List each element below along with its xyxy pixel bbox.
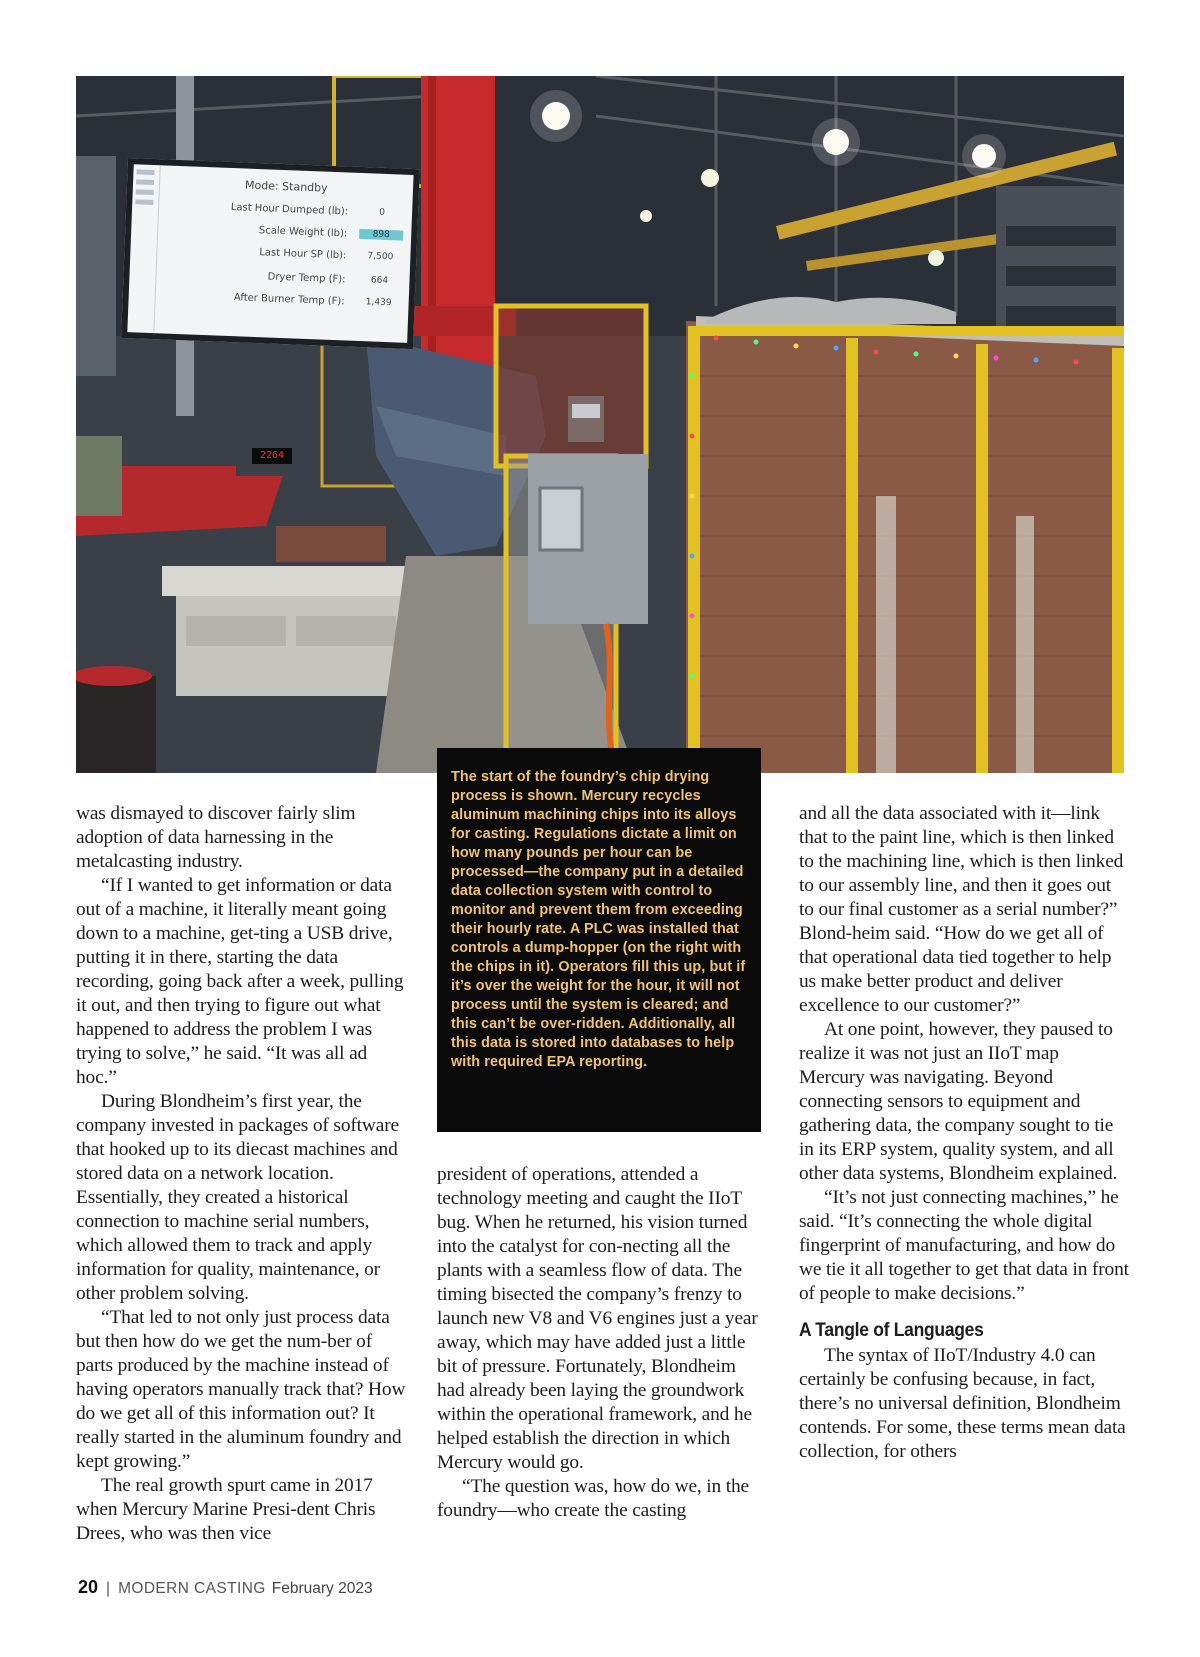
paragraph: The syntax of IIoT/Industry 4.0 can certainly be confusing because, in fact, there’s no universal definition, Blondheim contends. For some, these terms mean data collection, for others (799, 1345, 1126, 1462)
monitor-row-label: Last Hour Dumped (lb): (230, 201, 349, 218)
monitor-row (172, 222, 412, 241)
monitor-row-label: Dryer Temp (F): (267, 271, 346, 286)
footer-separator: | (106, 1580, 111, 1597)
issue-date: February 2023 (271, 1580, 373, 1597)
monitor-row-value: 664 (370, 275, 389, 287)
feature-photo (76, 76, 1124, 773)
paragraph: was dismayed to discover fairly slim adoption of data harnessing in the metalcasting industry. (76, 803, 356, 872)
monitor-row-label: Last Hour SP (lb): (259, 247, 347, 262)
monitor-mode: Mode: Standby (244, 178, 328, 195)
monitor-row-label: After Burner Temp (F): (233, 292, 345, 308)
monitor-sidebar (127, 164, 160, 333)
paragraph: “It’s not just connecting machines,” he said. “It’s connecting the whole digital fingerprint of manufacturing, and how do we tie it all together to get that data in front of people to make decisions.” (799, 1187, 1129, 1304)
monitor-row (172, 200, 412, 218)
paragraph: The real growth spurt came in 2017 when Mercury Marine Presi-dent Chris Drees, who was then vice (76, 1475, 376, 1544)
magazine-name: MODERN CASTING (118, 1580, 266, 1597)
monitor-row-value: 898 (359, 229, 403, 241)
page-number: 20 (78, 1577, 99, 1597)
monitor-row-value: 1,439 (365, 297, 392, 309)
monitor-row (169, 290, 409, 309)
paragraph: “That led to not only just process data but then how do we get the num-ber of parts produced by the machine instead of having operators manually track that? How do we get all of this information out? It really started in the aluminum foundry and kept growing.” (76, 1307, 406, 1472)
monitor-row-value: 0 (379, 207, 386, 218)
paragraph: “The question was, how do we, in the foundry—who create the casting (437, 1476, 750, 1521)
monitor-row (171, 244, 411, 263)
paragraph: During Blondheim’s first year, the company invested in packages of software that hooked up to its diecast machines and stored data on a network location. Essentially, they created a historical connection to machine serial numbers, which allowed them to track and apply information for quality, maintenance, or other problem solving. (76, 1091, 399, 1304)
monitor-row (170, 268, 410, 287)
scale-readout: 2264 (252, 448, 292, 464)
paragraph: “If I wanted to get information or data out of a machine, it literally meant going down to a machine, get-ting a USB drive, putting it in there, starting the data recording, going back after a week, pulling it out, and then trying to figure out what happened to address the problem I was trying to solve,” he said. “It was all ad hoc.” (76, 875, 404, 1088)
article-column-1 (76, 802, 406, 1546)
paragraph: and all the data associated with it—link that to the paint line, which is then linked to the machining line, which is then linked to our assembly line, and then it goes out to our final customer as a serial number?” Blond-heim said. “How do we get all of that operational data tied together to help us make better product and deliver excellence to our customer?” (799, 803, 1124, 1016)
section-heading: A Tangle of Languages (799, 1320, 984, 1341)
monitor-row-label: Scale Weight (lb): (258, 225, 348, 240)
caption-text: The start of the foundry’s chip drying process is shown. Mercury recycles aluminum machining chips into its alloys for casting. Regulations dictate a limit on how many pounds per hour can be processed—the company put in a detailed data collection system with control to monitor and prevent them from exceeding their hourly rate. A PLC was installed that controls a dump-hopper (on the right with the chips in it). Operators fill this up, but if it’s over the weight for the hour, it will not process until the system is cleared; and this can’t be over-ridden. Additionally, all this data is stored into databases to help with required EPA reporting. (451, 769, 746, 1070)
monitor-row-value: 7,500 (367, 251, 394, 263)
article-column-3 (799, 802, 1129, 1464)
page-footer (78, 1577, 373, 1598)
article-column-2 (437, 1163, 767, 1523)
monitor-screen (121, 158, 420, 349)
paragraph: At one point, however, they paused to realize it was not just an IIoT map Mercury was navigating. Beyond connecting sensors to equipment and gathering data, the company sought to tie in its ERP system, quality system, and all other data systems, Blondheim explained. (799, 1019, 1118, 1184)
paragraph: president of operations, attended a technology meeting and caught the IIoT bug. When he returned, his vision turned into the catalyst for con-necting all the plants with a seamless flow of data. The timing bisected the company’s frenzy to launch new V8 and V6 engines just a year away, which may have added just a little bit of pressure. Fortunately, Blondheim had already been laying the groundwork within the operational framework, and he helped establish the direction in which Mercury would go. (437, 1164, 758, 1473)
photo-caption (437, 748, 761, 1132)
